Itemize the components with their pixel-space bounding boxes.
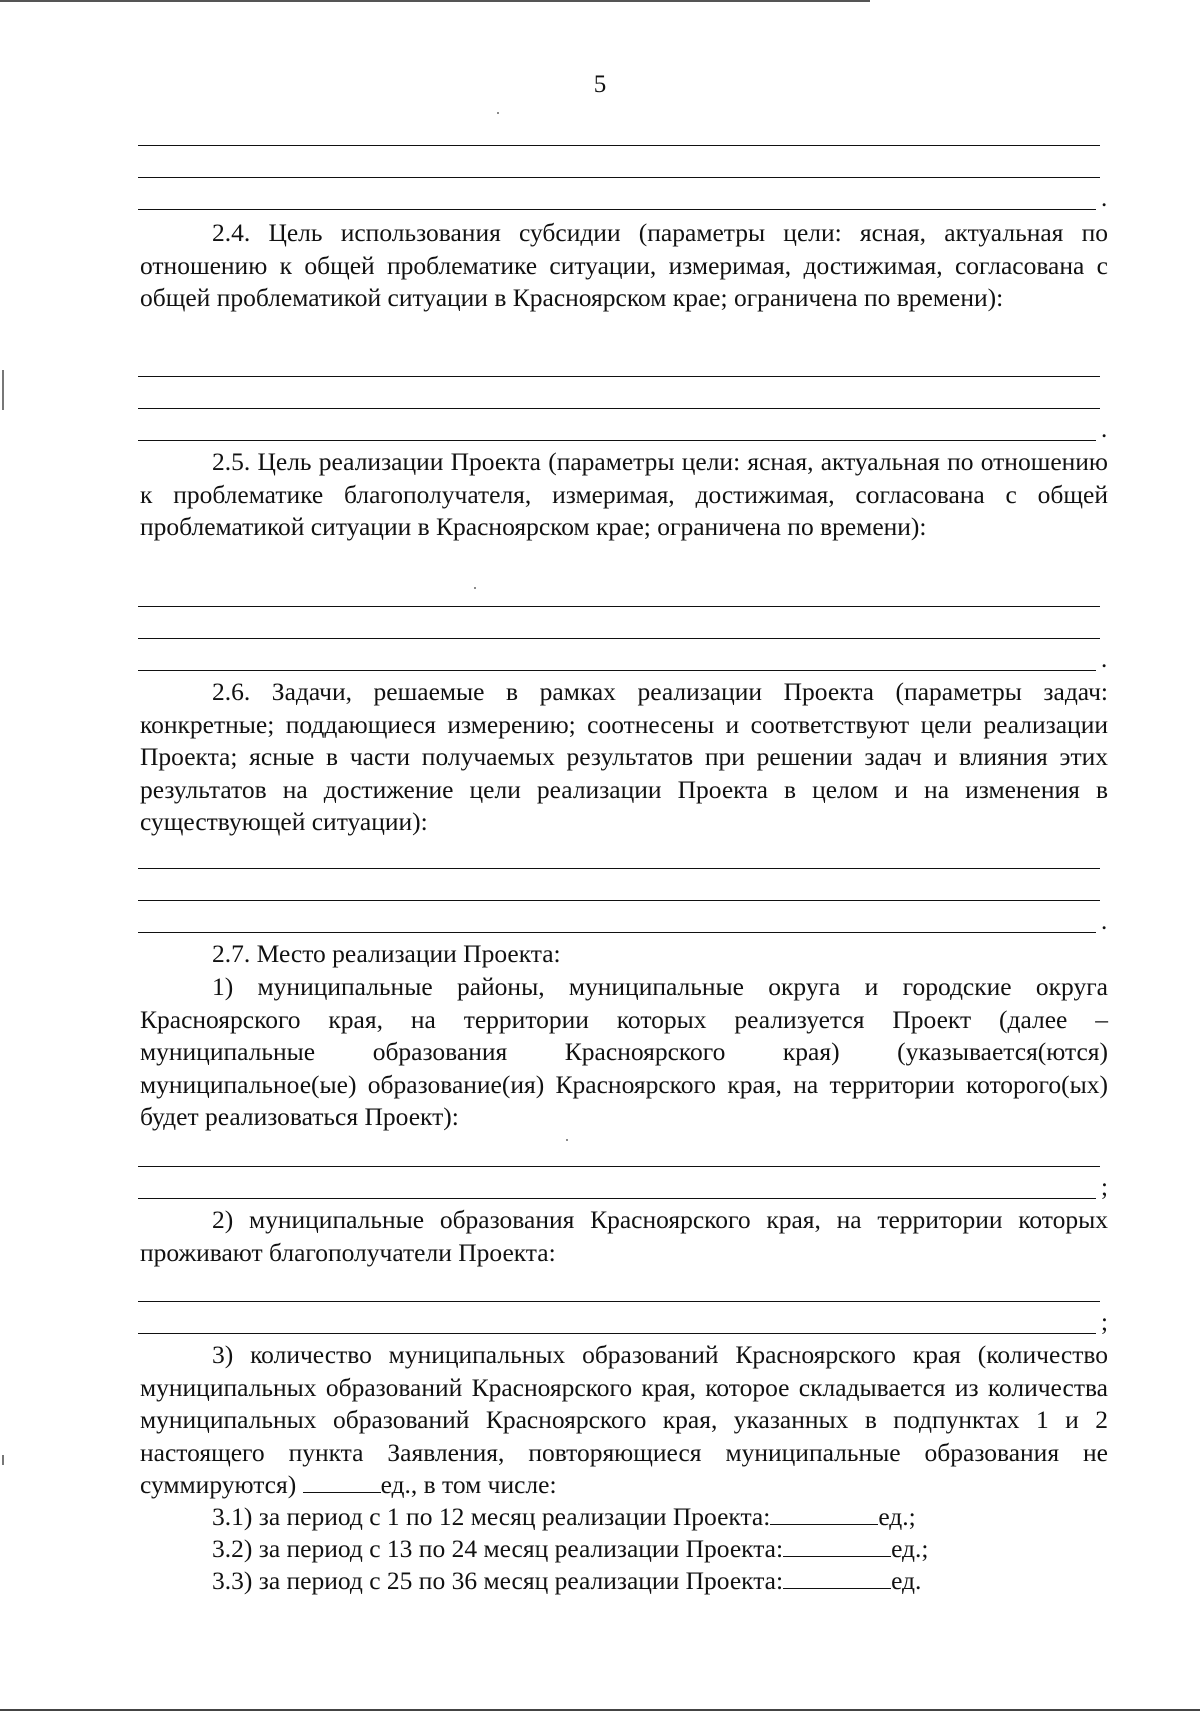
blank-line[interactable] [138, 1333, 1096, 1334]
section-2-5-text: 2.5. Цель реализации Проекта (параметры цели: ясная, актуальная по отношению к проблематике благополучателя, измеримая, достижимая, согласована с общей проблематикой ситуации в Красноярском крае; ограничена по времени): [140, 447, 1108, 541]
blank-line[interactable] [138, 932, 1096, 933]
scan-edge-top [0, 0, 870, 2]
scan-edge-left [2, 1455, 4, 1465]
blank-line[interactable] [138, 1166, 1100, 1167]
blank-line[interactable] [138, 408, 1100, 409]
section-2-4-text: 2.4. Цель использования субсидии (параметры цели: ясная, актуальная по отношению к общей проблематике ситуации, измеримая, достижимая, согласована с общей проблематикой ситуации в Красноярском крае; ограничена по времени): [140, 218, 1108, 312]
sub-item-3-3 [212, 1565, 921, 1597]
blank-line[interactable] [138, 145, 1100, 146]
blank-line[interactable] [138, 177, 1100, 178]
scan-edge-left [2, 370, 4, 410]
section-2-7-heading: 2.7. Место реализации Проекта: [212, 939, 561, 968]
blank-line[interactable] [138, 868, 1100, 869]
sub-item-3-3-blank[interactable] [783, 1566, 891, 1589]
line-end-period: . [1101, 185, 1108, 212]
sub-item-3-3-unit: ед. [891, 1566, 922, 1595]
line-end-semicolon: ; [1101, 1174, 1108, 1201]
section-2-7-item-3-suffix: ед., в том числе: [380, 1470, 557, 1499]
sub-item-3-2-unit: ед.; [891, 1534, 929, 1563]
section-2-7-item-3 [140, 1339, 1108, 1502]
section-2-7-item-1: 1) муниципальные районы, муниципальные округа и городские округа Красноярского края, на территории которых реализуется Проект (далее – муниципальные образования Красноярского края) (указывается(ются) муниципальное(ые) образование(ия) Красноярского края, на территории которого(ых) будет реализоваться Проект): [140, 972, 1108, 1131]
blank-line[interactable] [138, 1198, 1096, 1199]
total-count-blank[interactable] [303, 1470, 381, 1493]
blank-line[interactable] [138, 638, 1100, 639]
line-end-period: . [1101, 908, 1108, 935]
scan-edge-bottom [0, 1709, 1200, 1711]
sub-item-3-1-label: 3.1) за период с 1 по 12 месяц реализации Проекта: [212, 1502, 771, 1531]
sub-item-3-3-label: 3.3) за период с 25 по 36 месяц реализации Проекта: [212, 1566, 784, 1595]
blank-line[interactable] [138, 606, 1100, 607]
line-end-period: . [1101, 646, 1108, 673]
blank-line[interactable] [138, 209, 1096, 210]
sub-item-3-2-blank[interactable] [783, 1534, 891, 1557]
section-2-6-text: 2.6. Задачи, решаемые в рамках реализации Проекта (параметры задач: конкретные; поддающиеся измерению; соотнесены и соответствуют цели реализации Проекта; ясные в части получаемых результатов при решении задач и влияния этих результатов на достижение цели реализации Проекта в целом и на изменения в существующей ситуации): [140, 677, 1108, 836]
blank-line[interactable] [138, 900, 1100, 901]
sub-item-3-1-blank[interactable] [770, 1502, 878, 1525]
page-number: 5 [593, 71, 607, 98]
sub-item-3-1 [212, 1501, 916, 1533]
line-end-semicolon: ; [1101, 1309, 1108, 1336]
section-2-7-item-3-text: 3) количество муниципальных образований Красноярского края (количество муниципальных образований Красноярского края, которое складывается из количества муниципальных образований Красноярского края, указанных в подпунктах 1 и 2 настоящего пункта Заявления, повторяющиеся муниципальные образования не суммируются) [140, 1340, 1108, 1499]
scan-speck [566, 1139, 568, 1141]
blank-line[interactable] [138, 376, 1100, 377]
section-2-7-item-2: 2) муниципальные образования Красноярского края, на территории которых проживают благополучатели Проекта: [140, 1205, 1108, 1267]
sub-item-3-2 [212, 1533, 928, 1565]
blank-line[interactable] [138, 670, 1096, 671]
scan-speck [497, 112, 499, 114]
sub-item-3-2-label: 3.2) за период с 13 по 24 месяц реализации Проекта: [212, 1534, 784, 1563]
line-end-period: . [1101, 416, 1108, 443]
blank-line[interactable] [138, 1301, 1100, 1302]
sub-item-3-1-unit: ед.; [878, 1502, 916, 1531]
blank-line[interactable] [138, 440, 1096, 441]
scan-speck [474, 587, 476, 589]
